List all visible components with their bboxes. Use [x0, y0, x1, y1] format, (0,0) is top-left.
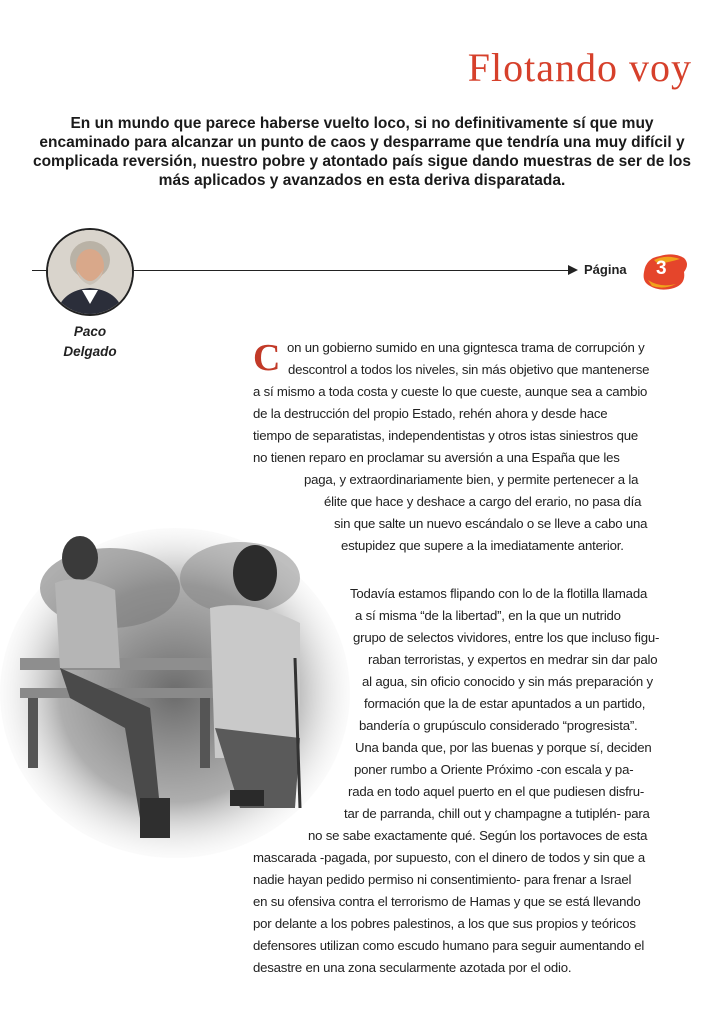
article-title: Flotando voy	[467, 45, 692, 90]
author-name	[56, 322, 124, 362]
article-line: al agua, sin oficio conocido y sin más preparación y	[362, 674, 653, 689]
article-line: descontrol a todos los niveles, sin más objetivo que mantenerse	[288, 362, 650, 377]
article-line: estupidez que supere a la imediatamente anterior.	[341, 538, 624, 553]
author-first-name: Paco	[73, 324, 107, 339]
article-line: paga, y extraordinariamente bien, y permite pertenecer a la	[304, 472, 639, 487]
article-line: sin que salte un nuevo escándalo o se lleve a cabo una	[334, 516, 648, 531]
article-line: raban terroristas, y expertos en medrar sin dar palo	[368, 652, 658, 667]
article-line: élite que hace y deshace a cargo del erario, no pasa día	[324, 494, 642, 509]
article-line: a sí misma “de la libertad”, en la que un nutrido	[355, 608, 621, 623]
article-line: en su ofensiva contra el terrorismo de Hamas y que se está llevando	[253, 894, 641, 909]
article-line: desastre en una zona secularmente azotada por el odio.	[253, 960, 572, 975]
page-label: Página	[584, 262, 627, 277]
article-line: tar de parranda, chill out y champagne a tutiplén- para	[344, 806, 650, 821]
article-line: defensores utilizan como escudo humano para seguir aumentando el	[253, 938, 645, 953]
article-photo	[0, 528, 350, 858]
article-line: bandería o grupúsculo considerado “progresista”.	[359, 718, 638, 733]
article-line: por delante a los pobres palestinos, a los que sus propios y teóricos	[253, 916, 636, 931]
arrow-right-icon	[568, 265, 578, 275]
article-line: tiempo de separatistas, independentistas y otros istas siniestros que	[253, 428, 638, 443]
article-line: mascarada -pagada, por supuesto, con el dinero de todos y sin que a	[253, 850, 646, 865]
article-line: poner rumbo a Oriente Próximo -con escala y pa-	[354, 762, 634, 777]
article-line: rada en todo aquel puerto en el que pudiesen disfru-	[348, 784, 645, 799]
author-last-name: Delgado	[63, 344, 117, 359]
article-line: no tienen reparo en proclamar su aversión a una España que les	[253, 450, 620, 465]
article-line: formación que la de estar apuntados a un partido,	[364, 696, 646, 711]
article-line: a sí mismo a toda costa y cueste lo que cueste, aunque sea a cambio	[253, 384, 648, 399]
author-avatar	[46, 228, 134, 316]
article-line: Una banda que, por las buenas y porque sí, deciden	[355, 740, 652, 755]
article-line: on un gobierno sumido en una gigntesca trama de corrupción y	[287, 340, 645, 355]
article-line: grupo de selectos vividores, entre los que incluso figu-	[353, 630, 660, 645]
article-line: no se sabe exactamente qué. Según los portavoces de esta	[308, 828, 648, 843]
page-number: 3	[656, 258, 667, 279]
article-line: de la destrucción del propio Estado, rehén ahora y desde hace	[253, 406, 608, 421]
article-line: nadie hayan pedido permiso ni consentimiento- para frenar a Israel	[253, 872, 632, 887]
article-subtitle: En un mundo que parece haberse vuelto loco, si no definitivamente sí que muy encaminado para alcanzar un punto de caos y desparrame que tendría una muy difícil y complicada reversión, nuestro pobre y atontado país sigue dando muestras de ser de los más aplicados y avanzados en esta deriva disparatada.	[32, 115, 692, 189]
article-line: Todavía estamos flipando con lo de la flotilla llamada	[350, 586, 648, 601]
article-dropcap: C	[253, 337, 281, 379]
